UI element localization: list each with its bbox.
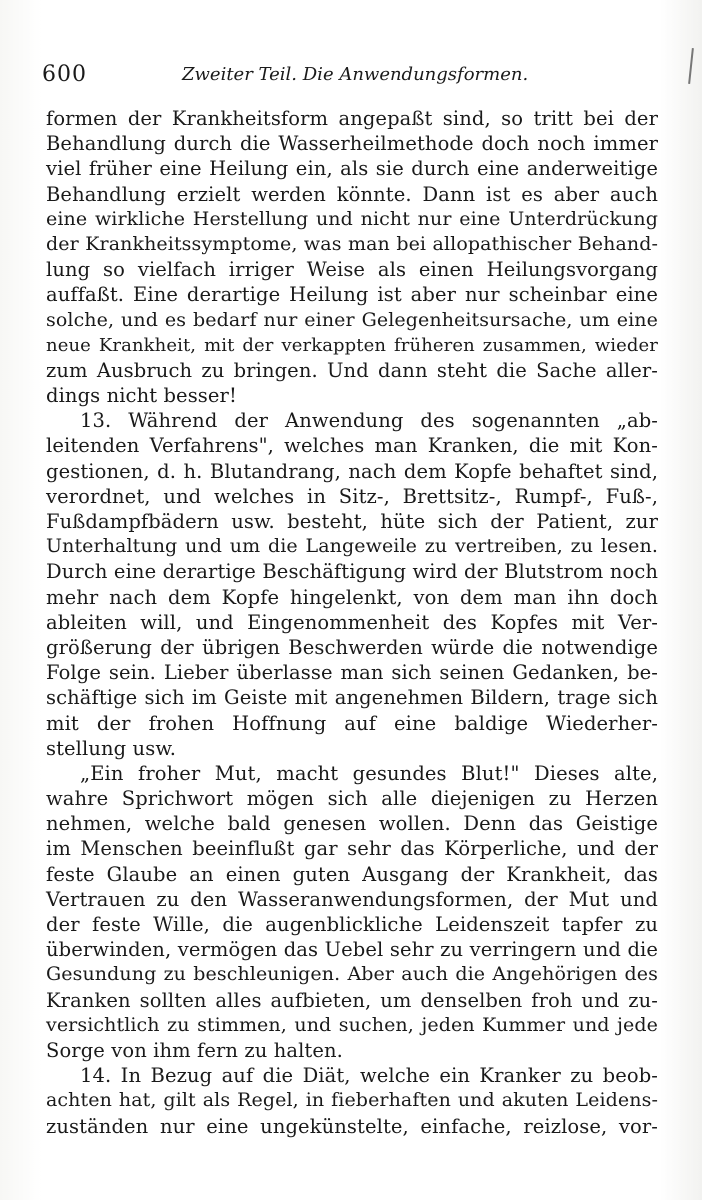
text-line: auffaßt. Eine derartige Heilung ist aber nur scheinbar eine (46, 283, 658, 307)
text-line: leitenden Verfahrens", welches man Kranken, die mit Kon- (46, 434, 658, 458)
text-line: solche, und es bedarf nur einer Gelegenheitsursache, um eine (46, 308, 658, 331)
text-line: überwinden, vermögen das Uebel sehr zu verringern und die (46, 938, 658, 962)
text-line: ableiten will, und Eingenommenheit des Kopfes mit Ver- (46, 610, 658, 634)
text-line: schäftige sich im Geiste mit angenehmen Bildern, trage sich (46, 686, 658, 710)
text-line: neue Krankheit, mit der verkappten früheren zusammen, wieder (46, 334, 658, 356)
text-line: Behandlung erzielt werden könnte. Dann ist es aber auch (46, 182, 658, 206)
text-line: Unterhaltung und um die Langeweile zu vertreiben, zu lesen. (46, 535, 658, 558)
text-line: achten hat, gilt als Regel, in fieberhaften und akuten Leidens- (46, 1089, 658, 1112)
paragraph-start-line: 14. In Bezug auf die Diät, welche ein Kranker zu beob- (80, 1064, 658, 1088)
text-line: zum Ausbruch zu bringen. Und dann steht die Sache aller- (46, 358, 658, 382)
text-line: versichtlich zu stimmen, und suchen, jeden Kummer und jede (46, 1013, 658, 1036)
paragraph-start-line: 13. Während der Anwendung des sogenannten „ab- (80, 409, 658, 433)
text-line: nehmen, welche bald genesen wollen. Denn das Geistige (46, 812, 658, 836)
text-line: gestionen, d. h. Blutandrang, nach dem Kopfe behaftet sind, (46, 459, 658, 483)
text-line: Gesundung zu beschleunigen. Aber auch die Angehörigen des (46, 963, 658, 986)
text-line: Kranken sollten alles aufbieten, um denselben froh und zu- (46, 988, 658, 1012)
text-line: verordnet, und welches in Sitz-, Brettsitz-, Rumpf-, Fuß-, (46, 484, 658, 508)
text-line: Fußdampfbädern usw. besteht, hüte sich der Patient, zur (46, 510, 658, 533)
paragraph-start-line: „Ein froher Mut, macht gesundes Blut!" Dieses alte, (80, 761, 658, 785)
text-line: der feste Wille, die augenblickliche Leidenszeit tapfer zu (46, 913, 658, 936)
page-header (42, 62, 662, 92)
paragraph-end-line: stellung usw. (46, 736, 177, 760)
paragraph-end-line: Sorge von ihm fern zu halten. (46, 1038, 343, 1062)
text-line: Durch eine derartige Beschäftigung wird der Blutstrom noch (46, 560, 658, 584)
paragraph-end-line: dings nicht besser! (46, 384, 237, 408)
text-line: formen der Krankheitsform angepaßt sind, so tritt bei der (46, 107, 658, 130)
text-line: viel früher eine Heilung ein, als sie durch eine anderweitige (46, 157, 658, 181)
running-head: Zweiter Teil. Die Anwendungsformen. (182, 64, 529, 85)
text-line: mehr nach dem Kopfe hingelenkt, von dem man ihn doch (46, 585, 658, 609)
margin-pencil-mark (688, 48, 694, 84)
text-line: feste Glaube an einen guten Ausgang der Krankheit, das (46, 862, 658, 886)
text-line: Vertrauen zu den Wasseranwendungsformen, der Mut und (46, 887, 658, 911)
text-line: größerung der übrigen Beschwerden würde die notwendige (46, 635, 658, 659)
text-line: zuständen nur eine ungekünstelte, einfache, reizlose, vor- (46, 1114, 658, 1138)
text-line: wahre Sprichwort mögen sich alle diejenigen zu Herzen (46, 787, 658, 811)
text-line: lung so vielfach irriger Weise als einen Heilungsvorgang (46, 258, 658, 282)
text-line: im Menschen beeinflußt gar sehr das Körperliche, und der (46, 837, 658, 861)
text-line: Behandlung durch die Wasserheilmethode doch noch immer (46, 132, 658, 156)
text-line: der Krankheitssymptome, was man bei allopathischer Behand- (46, 232, 658, 255)
text-line: Folge sein. Lieber überlasse man sich seinen Gedanken, be- (46, 661, 658, 685)
body-text (46, 106, 658, 1139)
page-number: 600 (42, 62, 87, 87)
text-line: mit der frohen Hoffnung auf eine baldige Wiederher- (46, 711, 658, 735)
text-line: eine wirkliche Herstellung und nicht nur eine Unterdrückung (46, 207, 658, 230)
